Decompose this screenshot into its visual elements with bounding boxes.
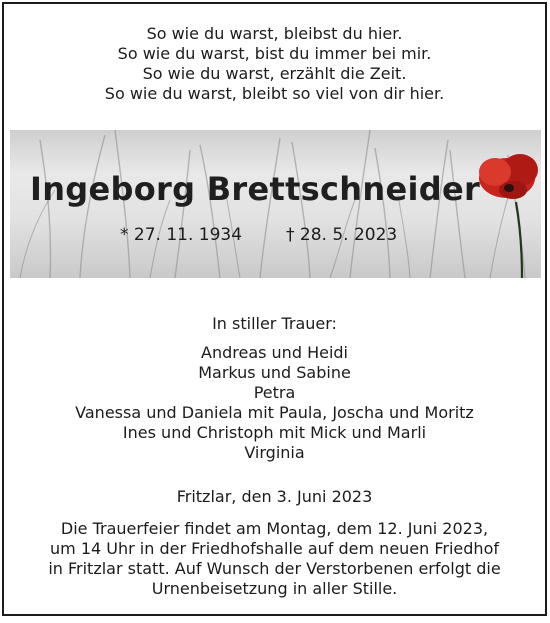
birth-date: * 27. 11. 1934: [120, 225, 243, 245]
poppy-stem: [516, 202, 522, 278]
mourner-line: Virginia: [244, 443, 305, 462]
poem-line: So wie du warst, erzählt die Zeit.: [142, 64, 407, 83]
mourner-line: Petra: [253, 383, 296, 402]
funeral-notice: [4, 519, 545, 599]
death-date: † 28. 5. 2023: [286, 225, 398, 245]
notice-line: Die Trauerfeier findet am Montag, dem 12. Juni 2023,: [60, 519, 489, 538]
photo-banner: [10, 130, 541, 278]
mourner-line: Ines und Christoph mit Mick und Marli: [122, 423, 427, 442]
mourners-heading: In stiller Trauer:: [212, 314, 337, 333]
mourner-line: Markus und Sabine: [198, 363, 351, 382]
mourner-line: Vanessa und Daniela mit Paula, Joscha und Moritz: [75, 403, 474, 422]
poem-line: So wie du warst, bist du immer bei mir.: [117, 44, 432, 63]
mourners-section: [4, 314, 545, 463]
notice-line: um 14 Uhr in der Friedhofshalle auf dem neuen Friedhof: [50, 539, 499, 558]
deceased-name: Ingeborg Brettschneider: [30, 170, 481, 208]
place-date: Fritzlar, den 3. Juni 2023: [176, 487, 373, 506]
obituary-card: [2, 2, 547, 616]
poem-line: So wie du warst, bleibt so viel von dir hier.: [104, 84, 445, 103]
poppy-flower-icon: [479, 154, 538, 199]
mourner-line: Andreas und Heidi: [201, 343, 348, 362]
notice-line: Urnenbeisetzung in aller Stille.: [151, 579, 398, 598]
notice-line: in Fritzlar statt. Auf Wunsch der Verstorbenen erfolgt die: [48, 559, 501, 578]
poem-line: So wie du warst, bleibst du hier.: [146, 24, 403, 43]
poem: [4, 24, 545, 104]
